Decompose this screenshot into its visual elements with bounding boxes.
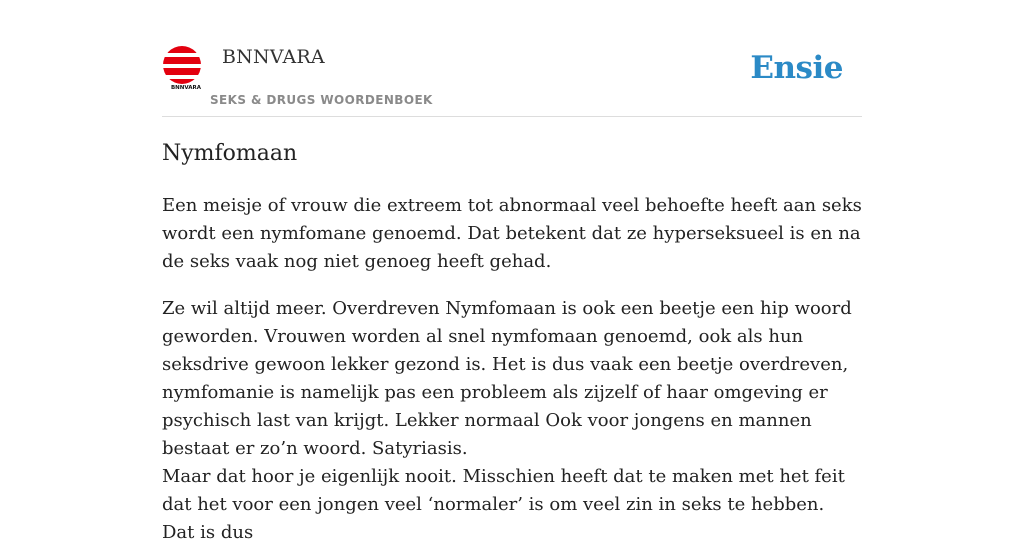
- article-paragraph: Ze wil altijd meer. Overdreven Nymfomaan is ook een beetje een hip woord geworden. Vrouwen worden al snel nymfomaan genoemd, ook als hun seksdrive gewoon lekker gezond is. Het is dus vaak een beetje overdreven, nymfomanie is namelijk pas een probleem als zijzelf of haar omgeving er psychisch last van krijgt. Lekker normaal Ook voor jongens en mannen bestaat er zo’n woord. Satyriasis.: [162, 298, 852, 459]
- logo-caption: BNNVARA: [170, 85, 202, 91]
- article: [162, 130, 862, 543]
- bnnvara-logo-icon: [162, 46, 202, 90]
- article-paragraph: Maar dat hoor je eigenlijk nooit. Misschien heeft dat te maken met het feit dat het voor een jongen veel ‘normaler’ is om veel zin in seks te hebben. Dat is dus: [162, 466, 845, 543]
- ensie-logo[interactable]: Ensie: [750, 50, 843, 86]
- header: [162, 0, 862, 117]
- article-paragraph: Een meisje of vrouw die extreem tot abnormaal veel behoefte heeft aan seks wordt een nymfomane genoemd. Dat betekent dat ze hyperseksueel is en na de seks vaak nog niet genoeg heeft gehad.: [162, 195, 862, 272]
- bnnvara-logo[interactable]: [162, 46, 202, 90]
- article-title: Nymfomaan: [162, 141, 298, 166]
- dictionary-subtitle[interactable]: SEKS & DRUGS WOORDENBOEK: [210, 93, 433, 107]
- brand-name[interactable]: BNNVARA: [222, 46, 325, 68]
